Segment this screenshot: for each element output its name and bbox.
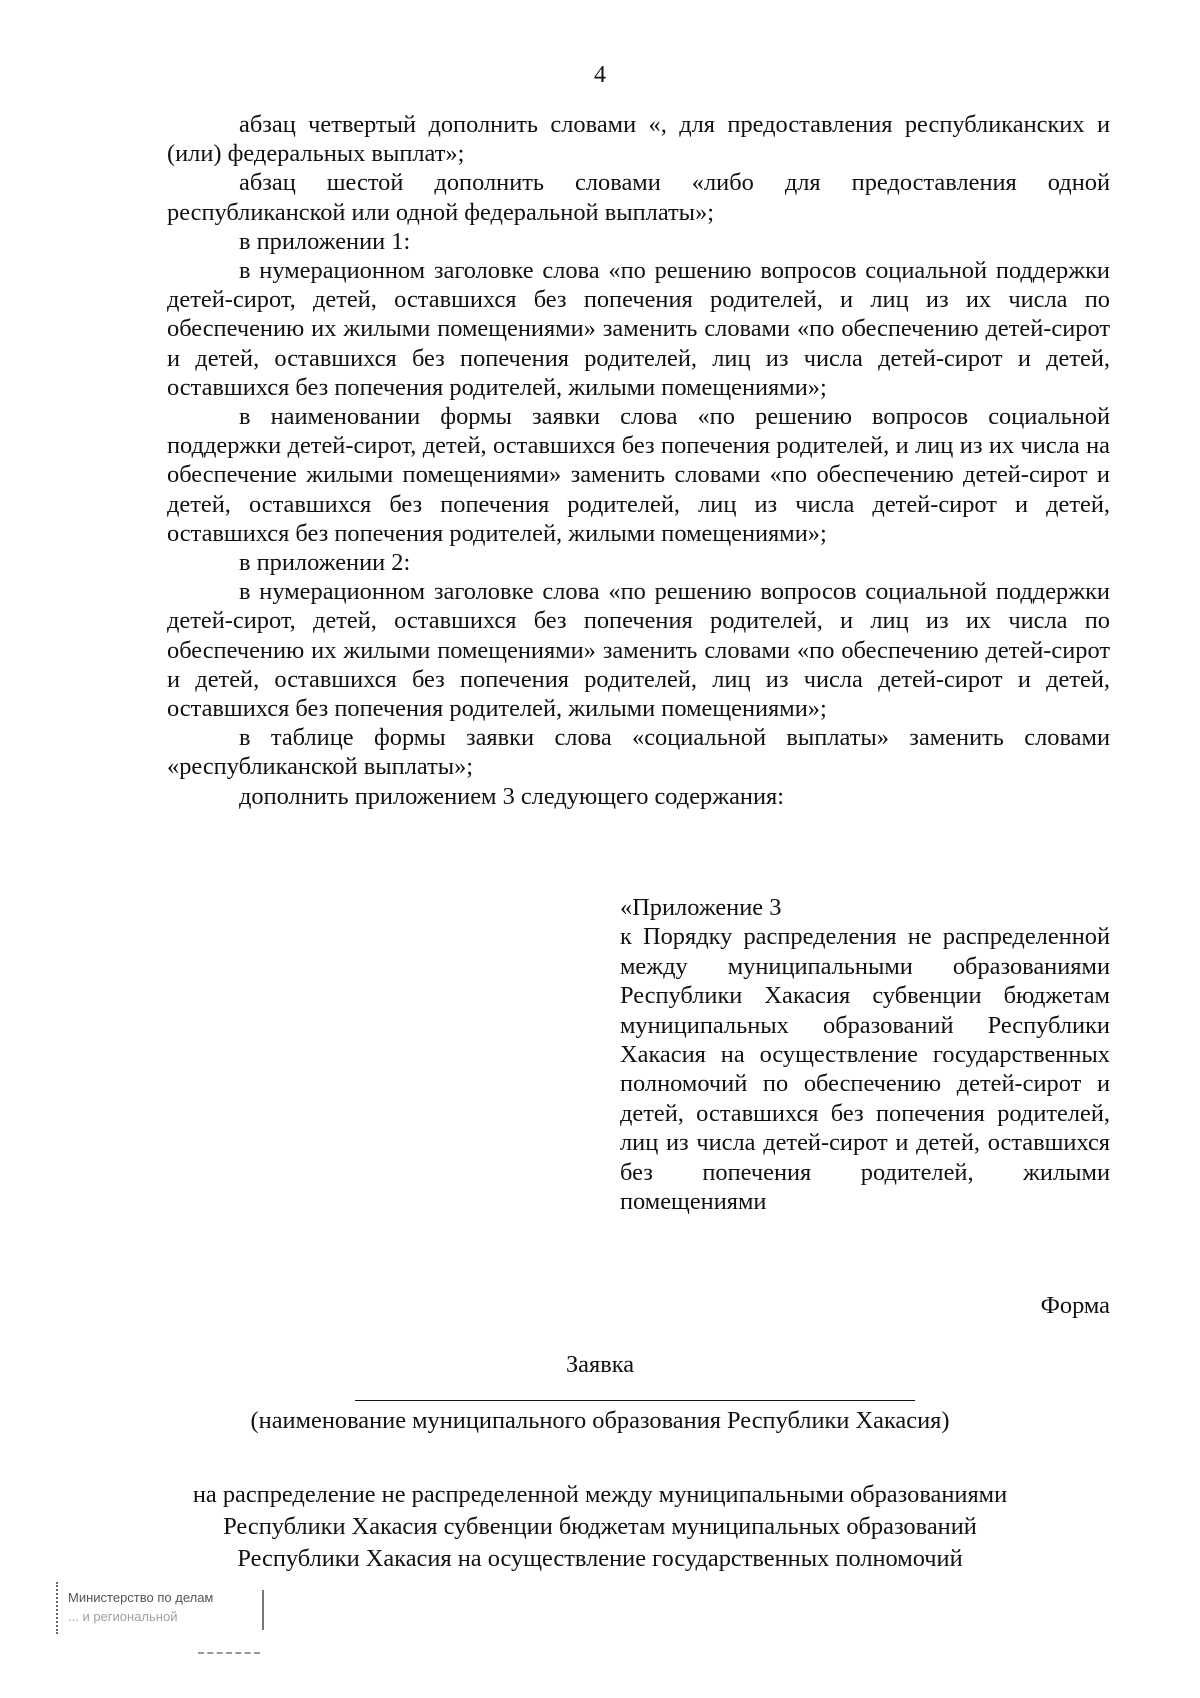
paragraph: в нумерационном заголовке слова «по решению вопросов социальной поддержки детей-сирот, детей, оставшихся без попечения родителей, и лиц из их числа по обеспечению их жилыми помещениями» заменить словами «по обеспечению детей-сирот и детей, оставшихся без попечения родителей, лиц из числа детей-сирот и детей, оставшихся без попечения родителей, жилыми помещениями»;	[167, 578, 1110, 723]
appendix-title: «Приложение 3	[620, 894, 782, 921]
stamp-text: Министерство по делам	[68, 1590, 214, 1605]
form-label: Форма	[1040, 1292, 1110, 1319]
blank-fill-line	[355, 1400, 915, 1401]
paragraph: абзац шестой дополнить словами «либо для предоставления одной республиканской или одной федеральной выплаты»;	[167, 169, 1110, 226]
document-body	[167, 110, 1110, 811]
appendix-text: к Порядку распределения не распределенной между муниципальными образованиями Республики Хакасия субвенции бюджетам муниципальных образований Республики Хакасия на осуществление государственных полномочий по обеспечению детей-сирот и детей, оставшихся без попечения родителей, лиц из числа детей-сирот и детей, оставшихся без попечения родителей, жилыми помещениями	[620, 923, 1110, 1216]
page-number: 4	[594, 62, 606, 88]
name-caption: (наименование муниципального образования Республики Хакасия)	[250, 1407, 950, 1434]
subject-line: на распределение не распределенной между муниципальными образованиями	[192, 1481, 1008, 1508]
stamp-text: ... и региональной	[68, 1609, 178, 1624]
paragraph: абзац четвертый дополнить словами «, для предоставления республиканских и (или) федеральных выплат»;	[167, 111, 1110, 168]
subject-line: Республики Хакасия субвенции бюджетам муниципальных образований	[223, 1513, 977, 1540]
stamp-border	[262, 1590, 264, 1630]
paragraph: в приложении 2:	[239, 549, 411, 577]
registration-stamp	[48, 1582, 268, 1678]
paragraph: в наименовании формы заявки слова «по решению вопросов социальной поддержки детей-сирот, детей, оставшихся без попечения родителей, и лиц из их числа на обеспечение жилыми помещениями» заменить словами «по обеспечению детей-сирот и детей, оставшихся без попечения родителей, лиц из числа детей-сирот и детей, оставшихся без попечения родителей, жилыми помещениями»;	[167, 403, 1110, 547]
stamp-dash	[198, 1652, 260, 1654]
request-title: Заявка	[565, 1351, 635, 1378]
subject-line: Республики Хакасия на осуществление государственных полномочий	[237, 1545, 963, 1572]
stamp-border	[56, 1582, 58, 1634]
paragraph: дополнить приложением 3 следующего содержания:	[239, 782, 785, 810]
paragraph: в таблице формы заявки слова «социальной выплаты» заменить словами «республиканской выплаты»;	[167, 724, 1110, 781]
paragraph: в нумерационном заголовке слова «по решению вопросов социальной поддержки детей-сирот, детей, оставшихся без попечения родителей, и лиц из их числа по обеспечению их жилыми помещениями» заменить словами «по обеспечению детей-сирот и детей, оставшихся без попечения родителей, лиц из числа детей-сирот и детей, оставшихся без попечения родителей, жилыми помещениями»;	[167, 257, 1110, 401]
paragraph: в приложении 1:	[239, 227, 411, 255]
appendix-header	[620, 893, 1110, 1216]
request-subject	[0, 1479, 1200, 1575]
